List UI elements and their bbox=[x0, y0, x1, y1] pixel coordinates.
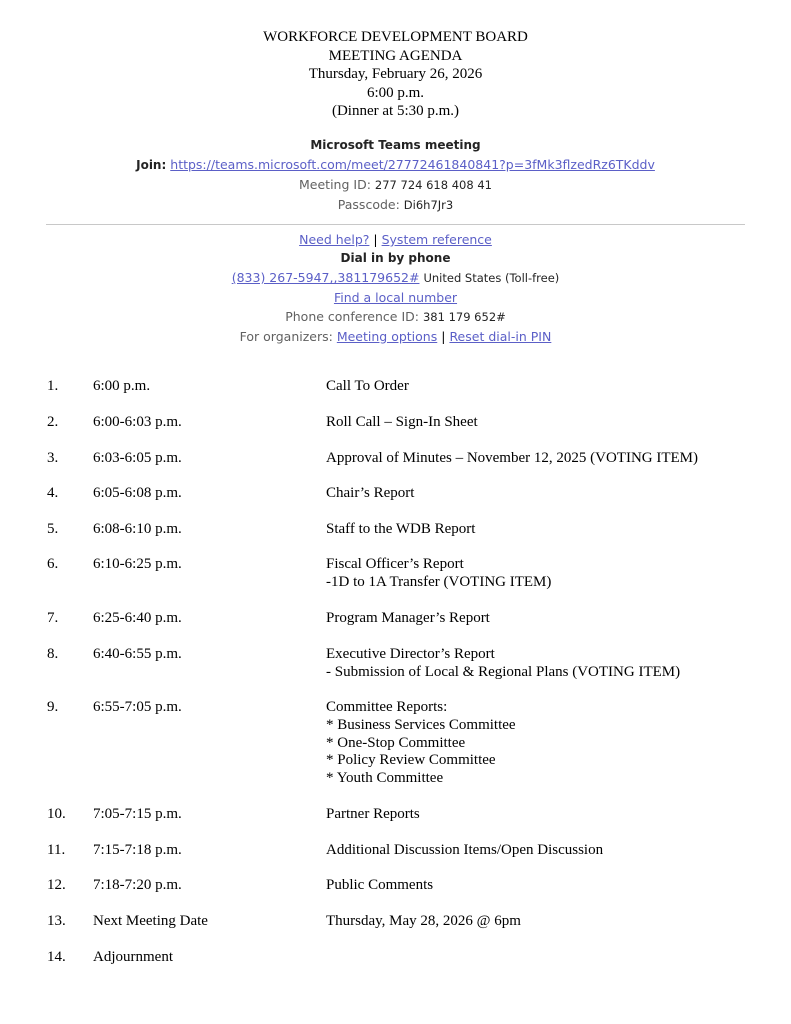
agenda-number: 2. bbox=[47, 414, 59, 430]
agenda-item bbox=[326, 646, 680, 682]
agenda-item bbox=[326, 450, 698, 468]
agenda-item bbox=[326, 877, 433, 895]
agenda-number: 11. bbox=[47, 842, 66, 858]
meeting-id-value: 277 724 618 408 41 bbox=[374, 178, 492, 192]
agenda-item-line: Staff to the WDB Report bbox=[326, 521, 476, 537]
organizers-label: For organizers: bbox=[239, 329, 333, 344]
agenda-time: 7:18-7:20 p.m. bbox=[93, 877, 182, 893]
board-title: WORKFORCE DEVELOPMENT BOARD bbox=[263, 29, 528, 45]
agenda-item bbox=[326, 610, 490, 628]
passcode-value: Di6h7Jr3 bbox=[403, 198, 454, 212]
agenda-number: 6. bbox=[47, 556, 59, 572]
reset-pin-link[interactable]: Reset dial-in PIN bbox=[449, 329, 552, 344]
agenda-number: 5. bbox=[47, 521, 59, 537]
agenda-time: 7:05-7:15 p.m. bbox=[93, 806, 182, 822]
meeting-id-line bbox=[0, 175, 791, 195]
join-link[interactable]: https://teams.microsoft.com/meet/27772461840841?p=3fMk3flzedRz6TKddv bbox=[170, 157, 655, 172]
dinner-note: (Dinner at 5:30 p.m.) bbox=[331, 103, 460, 119]
join-line bbox=[0, 155, 791, 175]
agenda-item-line: Additional Discussion Items/Open Discussion bbox=[326, 842, 604, 858]
agenda-item-line: Chair’s Report bbox=[326, 485, 415, 501]
help-links bbox=[0, 230, 791, 249]
agenda-item-line: -1D to 1A Transfer (VOTING ITEM) bbox=[326, 573, 552, 590]
agenda-time: 6:05-6:08 p.m. bbox=[93, 485, 182, 501]
meeting-time: 6:00 p.m. bbox=[366, 84, 425, 101]
agenda-time: 6:25-6:40 p.m. bbox=[93, 610, 182, 626]
join-label: Join: bbox=[136, 158, 167, 172]
agenda-time: 6:00-6:03 p.m. bbox=[93, 414, 182, 430]
agenda-time: 7:15-7:18 p.m. bbox=[93, 842, 182, 858]
agenda-number: 12. bbox=[47, 877, 66, 893]
agenda-number: 7. bbox=[47, 610, 59, 626]
agenda-item-line: * Youth Committee bbox=[326, 770, 444, 787]
phone-region: United States (Toll-free) bbox=[423, 271, 560, 285]
dial-in-block bbox=[0, 230, 791, 346]
agenda-title: MEETING AGENDA bbox=[328, 47, 463, 64]
agenda-number: 14. bbox=[47, 949, 66, 965]
conference-id-value: 381 179 652# bbox=[422, 310, 506, 324]
agenda-time: 6:00 p.m. bbox=[93, 378, 151, 394]
agenda-item bbox=[326, 913, 521, 931]
agenda-item-line: * One-Stop Committee bbox=[326, 734, 466, 751]
agenda-item bbox=[326, 414, 478, 432]
agenda-number: 9. bbox=[47, 699, 59, 715]
agenda-item bbox=[326, 521, 475, 539]
need-help-link[interactable]: Need help? bbox=[299, 232, 370, 247]
find-local-number-link[interactable]: Find a local number bbox=[333, 290, 458, 305]
agenda-item-line: Executive Director’s Report bbox=[326, 646, 495, 662]
divider bbox=[46, 224, 745, 225]
agenda-time: 6:10-6:25 p.m. bbox=[93, 556, 182, 572]
organizers-line bbox=[0, 327, 791, 346]
agenda-header bbox=[0, 28, 791, 121]
agenda-time: 6:03-6:05 p.m. bbox=[93, 450, 182, 466]
phone-link[interactable]: (833) 267-5947,,381179652# bbox=[231, 270, 420, 285]
conference-id-line bbox=[0, 307, 791, 327]
meeting-options-link[interactable]: Meeting options bbox=[336, 329, 438, 344]
organizer-separator: | bbox=[441, 329, 446, 344]
agenda-number: 1. bbox=[47, 378, 59, 394]
agenda-item-line: * Policy Review Committee bbox=[326, 752, 496, 769]
meeting-id-label: Meeting ID: bbox=[299, 177, 371, 192]
agenda-time: Adjournment bbox=[93, 949, 173, 965]
agenda-time: 6:08-6:10 p.m. bbox=[93, 521, 182, 537]
agenda-number: 3. bbox=[47, 450, 59, 466]
agenda-item-line: Approval of Minutes – November 12, 2025 (VOTING ITEM) bbox=[326, 450, 699, 466]
conference-id-label: Phone conference ID: bbox=[285, 309, 419, 324]
agenda-item-line: Roll Call – Sign-In Sheet bbox=[326, 414, 478, 430]
system-reference-link[interactable]: System reference bbox=[381, 232, 492, 247]
dial-in-title: Dial in by phone bbox=[340, 251, 451, 265]
agenda-number: 10. bbox=[47, 806, 66, 822]
agenda-item bbox=[326, 556, 551, 592]
agenda-item-line: - Submission of Local & Regional Plans (VOTING ITEM) bbox=[326, 663, 681, 680]
agenda-item-line: Thursday, May 28, 2026 @ 6pm bbox=[326, 913, 521, 929]
agenda-number: 4. bbox=[47, 485, 59, 501]
agenda-time: Next Meeting Date bbox=[93, 913, 208, 929]
agenda-item bbox=[326, 378, 409, 396]
agenda-number: 13. bbox=[47, 913, 66, 929]
agenda-item-line: Public Comments bbox=[326, 877, 434, 893]
passcode-line bbox=[0, 195, 791, 215]
agenda-time: 6:55-7:05 p.m. bbox=[93, 699, 182, 715]
agenda-item bbox=[326, 806, 420, 824]
teams-meeting-block bbox=[0, 136, 791, 215]
agenda-item bbox=[326, 699, 516, 788]
agenda-item-line: Call To Order bbox=[326, 378, 409, 394]
agenda-item bbox=[326, 485, 414, 503]
agenda-item bbox=[326, 842, 603, 860]
agenda-item-line: * Business Services Committee bbox=[326, 716, 516, 733]
link-separator: | bbox=[373, 232, 378, 247]
passcode-label: Passcode: bbox=[337, 197, 400, 212]
meeting-date: Thursday, February 26, 2026 bbox=[308, 66, 483, 82]
agenda-item-line: Program Manager’s Report bbox=[326, 610, 490, 626]
agenda-number: 8. bbox=[47, 646, 59, 662]
teams-title: Microsoft Teams meeting bbox=[310, 138, 481, 152]
agenda-item-line: Fiscal Officer’s Report bbox=[326, 556, 464, 572]
agenda-item-line: Committee Reports: bbox=[326, 699, 448, 715]
agenda-item-line: Partner Reports bbox=[326, 806, 420, 822]
agenda-time: 6:40-6:55 p.m. bbox=[93, 646, 182, 662]
phone-line bbox=[0, 268, 791, 288]
